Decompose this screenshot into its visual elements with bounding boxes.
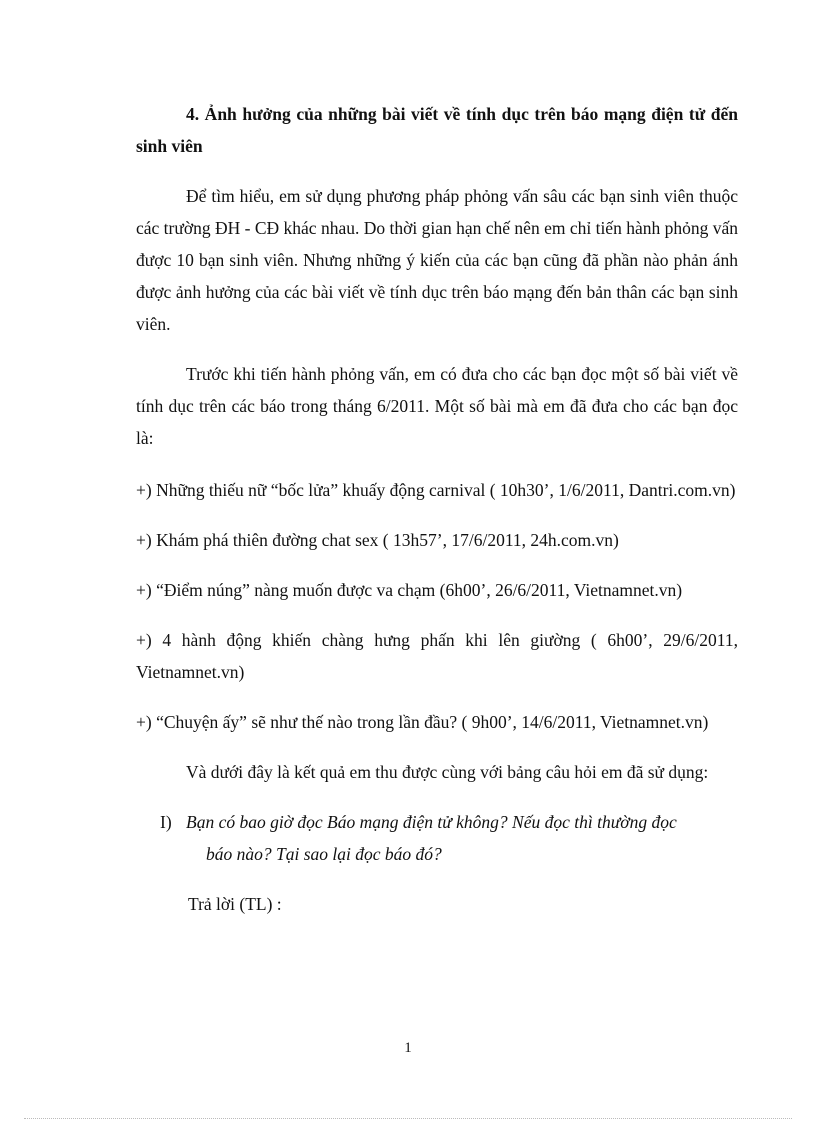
- page-bottom-edge: [24, 1118, 792, 1119]
- question-line-1: Bạn có bao giờ đọc Báo mạng điện tử không? Nếu đọc thì thường đọc: [186, 812, 677, 832]
- question-text: [186, 806, 738, 870]
- article-item: +) 4 hành động khiến chàng hưng phấn khi lên giường ( 6h00’, 29/6/2011, Vietnamnet.vn): [136, 630, 738, 682]
- paragraph-articles-intro: Trước khi tiến hành phỏng vấn, em có đưa cho các bạn đọc một số bài viết về tính dục trên các báo trong tháng 6/2011. Một số bài mà em đã đưa cho các bạn đọc là:: [136, 364, 738, 448]
- page-content: [136, 98, 738, 920]
- paragraph-results-intro: Và dưới đây là kết quả em thu được cùng với bảng câu hỏi em đã sử dụng:: [186, 762, 709, 782]
- question-number: I): [160, 812, 172, 832]
- article-item: +) “Điểm núng” nàng muốn được va chạm (6h00’, 26/6/2011, Vietnamnet.vn): [136, 580, 683, 600]
- article-item: +) Những thiếu nữ “bốc lửa” khuấy động carnival ( 10h30’, 1/6/2011, Dantri.com.vn): [136, 480, 736, 500]
- section-heading: 4. Ảnh hưởng của những bài viết về tính dục trên báo mạng điện tử đến sinh viên: [136, 104, 738, 156]
- page-number: 1: [404, 1040, 412, 1056]
- paragraph-method: Để tìm hiểu, em sử dụng phương pháp phỏng vấn sâu các bạn sinh viên thuộc các trường ĐH - CĐ khác nhau. Do thời gian hạn chế nên em chỉ tiến hành phỏng vấn được 10 bạn sinh viên. Nhưng những ý kiến của các bạn cũng đã phần nào phản ánh được ảnh hưởng của các bài viết về tính dục trên báo mạng đến bản thân các bạn sinh viên.: [136, 186, 738, 334]
- answer-label: Trả lời (TL) :: [188, 894, 282, 914]
- article-item: +) “Chuyện ấy” sẽ như thế nào trong lần đầu? ( 9h00’, 14/6/2011, Vietnamnet.vn): [136, 712, 709, 732]
- question-item: [136, 806, 738, 870]
- article-item: +) Khám phá thiên đường chat sex ( 13h57’, 17/6/2011, 24h.com.vn): [136, 530, 619, 550]
- question-line-2: báo nào? Tại sao lại đọc báo đó?: [206, 844, 442, 864]
